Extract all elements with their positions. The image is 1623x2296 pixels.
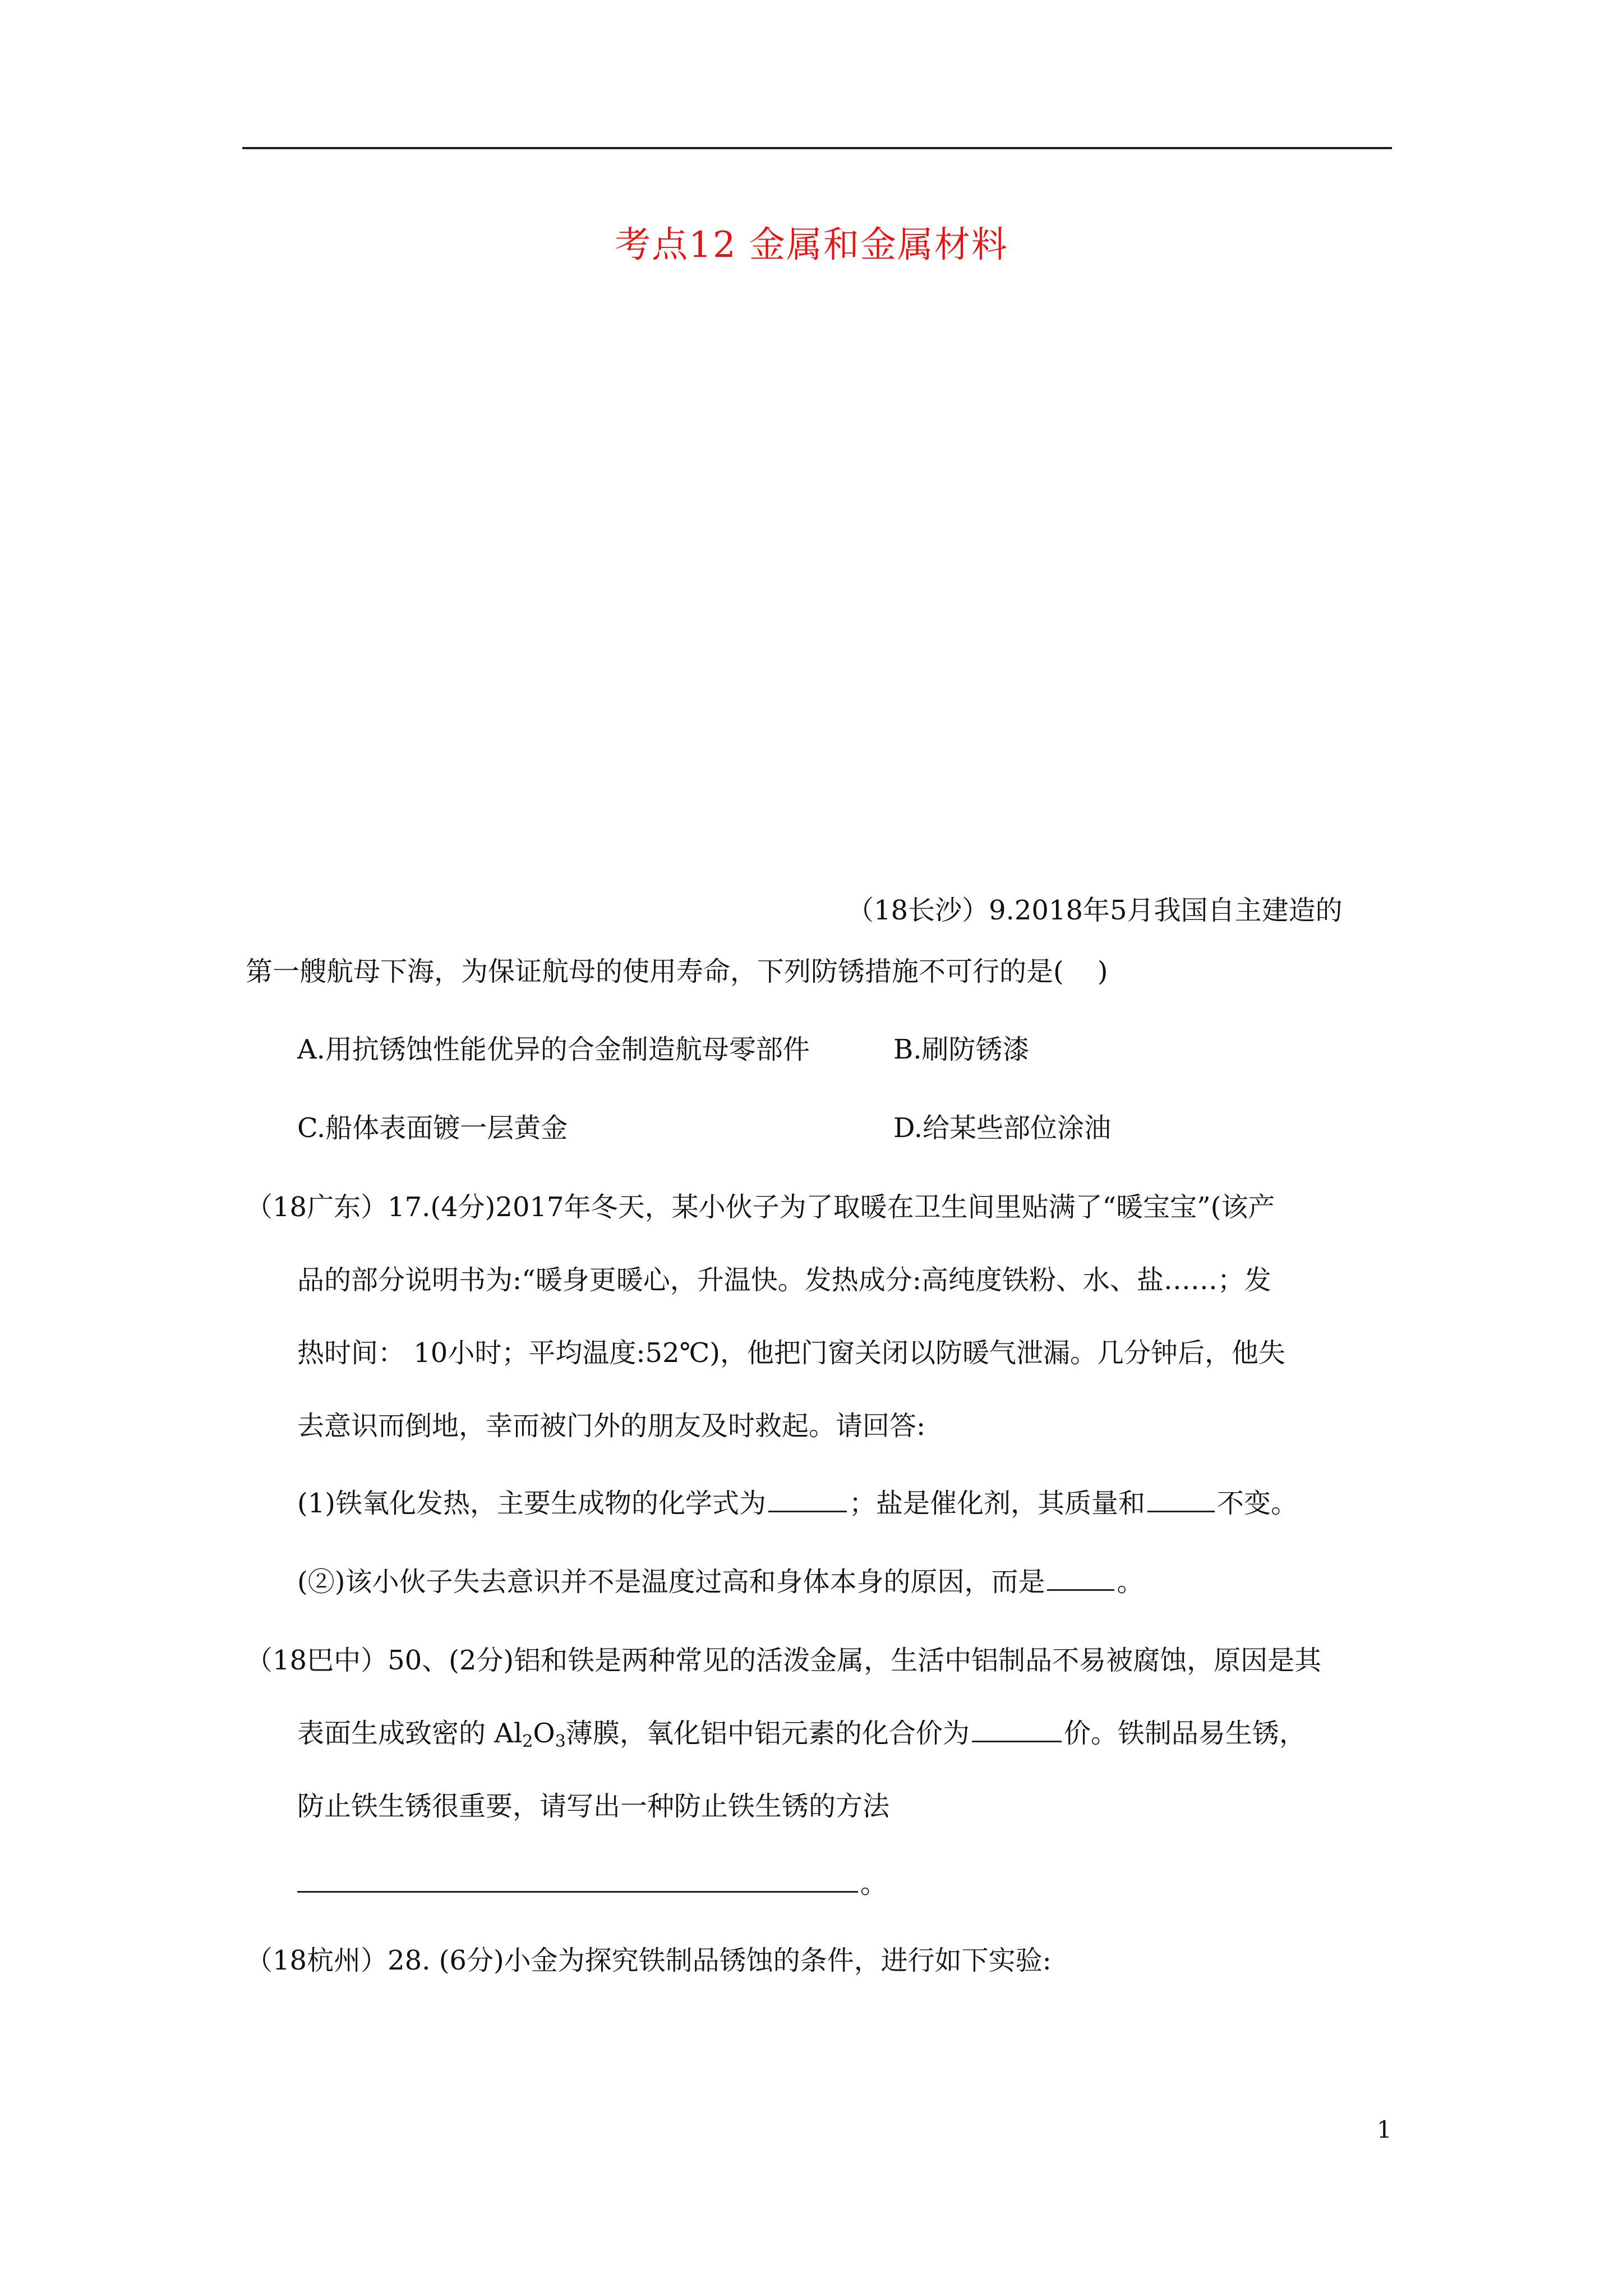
page-title: 考点12 金属和金属材料 (615, 224, 1008, 266)
formula-al-subscript: 2 (522, 1732, 533, 1751)
q50-line2 (297, 1717, 1306, 1759)
q17-sub2-text-b: 。 (1117, 1566, 1144, 1598)
q9-option-b: B.刷防锈漆 (893, 1034, 1030, 1065)
q9-line2 (246, 955, 1108, 988)
formula-al2o3 (494, 1718, 566, 1749)
page-number: 1 (1377, 2116, 1392, 2143)
q9-line1: （18长沙）9.2018年5月我国自主建造的 (847, 895, 1343, 926)
q50-line2-text-b: 薄膜，氧化铝中铝元素的化合价为 (565, 1718, 970, 1749)
q17-sub1-text-c: 不变。 (1217, 1488, 1298, 1519)
q9-close-paren: ) (1097, 956, 1108, 987)
q28-line1: （18杭州）28. (6分)小金为探究铁制品锈蚀的条件，进行如下实验: (246, 1945, 1052, 1976)
formula-o: O (533, 1718, 555, 1749)
q17-line1: （18广东）17.(4分)2017年冬天，某小伙子为了取暖在卫生间里贴满了“暖宝宝”(该产 (246, 1191, 1275, 1223)
answer-blank (768, 1488, 847, 1512)
q17-line3: 热时间： 10小时；平均温度:52℃)，他把门窗关闭以防暖气泄漏。几分钟后，他失 (297, 1337, 1286, 1369)
q9-option-d: D.给某些部位涂油 (893, 1112, 1112, 1144)
q17-sub2-text-a: (②)该小伙子失去意识并不是温度过高和身体本身的原因，而是 (297, 1566, 1045, 1598)
formula-al: Al (494, 1718, 523, 1749)
q17-sub1-text-a: (1)铁氧化发热，主要生成物的化学式为 (297, 1488, 766, 1519)
q9-stem: 第一艘航母下海，为保证航母的使用寿命，下列防锈措施不可行的是( (246, 956, 1064, 987)
formula-o-subscript: 3 (555, 1732, 566, 1751)
answer-blank (1147, 1488, 1215, 1512)
header-rule (242, 147, 1392, 149)
q17-sub2 (297, 1565, 1144, 1599)
answer-blank (1047, 1567, 1114, 1591)
q50-line1: （18巴中）50、(2分)铝和铁是两种常见的活泼金属，生活中铝制品不易被腐蚀，原因是其 (246, 1645, 1322, 1676)
q17-line4: 去意识而倒地，幸而被门外的朋友及时救起。请回答: (297, 1410, 926, 1442)
q17-line2: 品的部分说明书为:“暖身更暖心，升温快。发热成分:高纯度铁粉、水、盐……；发 (297, 1264, 1271, 1296)
answer-blank (972, 1718, 1062, 1742)
q9-option-c: C.船体表面镀一层黄金 (297, 1112, 568, 1144)
q17-sub1-text-b: ；盐是催化剂，其质量和 (849, 1488, 1146, 1519)
q50-line2-text-a: 表面生成致密的 (297, 1718, 486, 1749)
q50-line3: 防止铁生锈很重要，请写出一种防止铁生锈的方法 (297, 1791, 890, 1822)
answer-blank (297, 1869, 858, 1893)
q9-option-a: A.用抗锈蚀性能优异的合金制造航母零部件 (297, 1034, 810, 1065)
q17-sub1 (297, 1487, 1298, 1520)
q50-line4-end: 。 (860, 1868, 888, 1899)
q50-line2-text-c: 价。铁制品易生锈， (1063, 1718, 1306, 1749)
q50-line4 (297, 1867, 887, 1901)
